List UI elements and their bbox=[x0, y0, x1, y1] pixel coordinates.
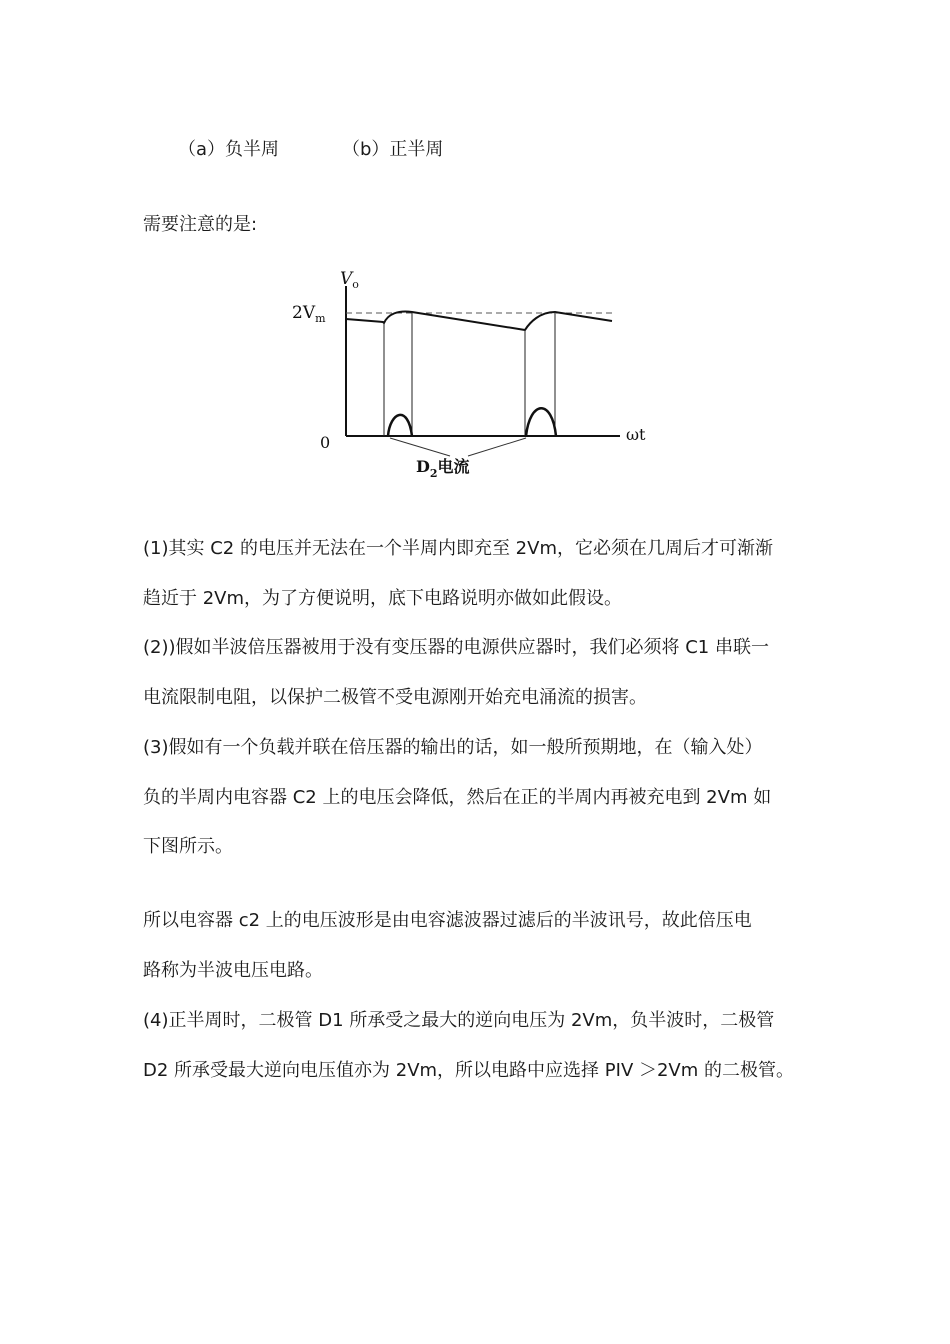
level-2vm-label: $2V_m$ bbox=[292, 303, 326, 325]
paragraph-3-line-2: 负的半周内电容器 C2 上的电压会降低，然后在正的半周内再被充电到 2Vm 如 bbox=[143, 787, 772, 808]
d2-current-pulse-1 bbox=[388, 415, 412, 436]
arrow-right bbox=[468, 438, 526, 456]
output-voltage-waveform bbox=[346, 311, 612, 330]
x-axis-label: ωt bbox=[626, 425, 646, 444]
origin-label: 0 bbox=[320, 433, 331, 452]
paragraph-1-line-1: (1)其实 C2 的电压并无法在一个半周内即充至 2Vm，它必须在几周后才可渐渐 bbox=[143, 538, 773, 559]
d2-current-label: $D_2$电流 bbox=[416, 457, 470, 480]
waveform-figure bbox=[290, 262, 660, 484]
d2-current-pulse-2 bbox=[526, 408, 556, 436]
paragraph-3-line-3: 下图所示。 bbox=[143, 836, 233, 857]
paragraph-4-line-2: 路称为半波电压电路。 bbox=[143, 960, 323, 981]
paragraph-5-line-2: D2 所承受最大逆向电压值亦为 2Vm，所以电路中应选择 PIV ＞2Vm 的二极管。 bbox=[143, 1060, 794, 1081]
paragraph-2-line-2: 电流限制电阻，以保护二极管不受电源刚开始充电涌流的损害。 bbox=[143, 687, 647, 708]
caption-negative-half-cycle: （a）负半周 bbox=[178, 139, 280, 160]
y-axis-label: $V_o$ bbox=[340, 269, 359, 291]
caption-positive-half-cycle: （b）正半周 bbox=[342, 139, 444, 160]
arrow-left bbox=[390, 438, 450, 456]
paragraph-5-line-1: (4)正半周时，二极管 D1 所承受之最大的逆向电压为 2Vm，负半波时，二极管 bbox=[143, 1010, 775, 1031]
paragraph-4-line-1: 所以电容器 c2 上的电压波形是由电容滤波器过滤后的半波讯号，故此倍压电 bbox=[143, 910, 752, 931]
paragraph-3-line-1: (3)假如有一个负载并联在倍压器的输出的话，如一般所预期地，在（输入处） bbox=[143, 737, 763, 758]
paragraph-2-line-1: (2))假如半波倍压器被用于没有变压器的电源供应器时，我们必须将 C1 串联一 bbox=[143, 637, 769, 658]
paragraph-1-line-2: 趋近于 2Vm，为了方便说明，底下电路说明亦做如此假设。 bbox=[143, 588, 623, 609]
note-heading: 需要注意的是: bbox=[143, 214, 258, 235]
